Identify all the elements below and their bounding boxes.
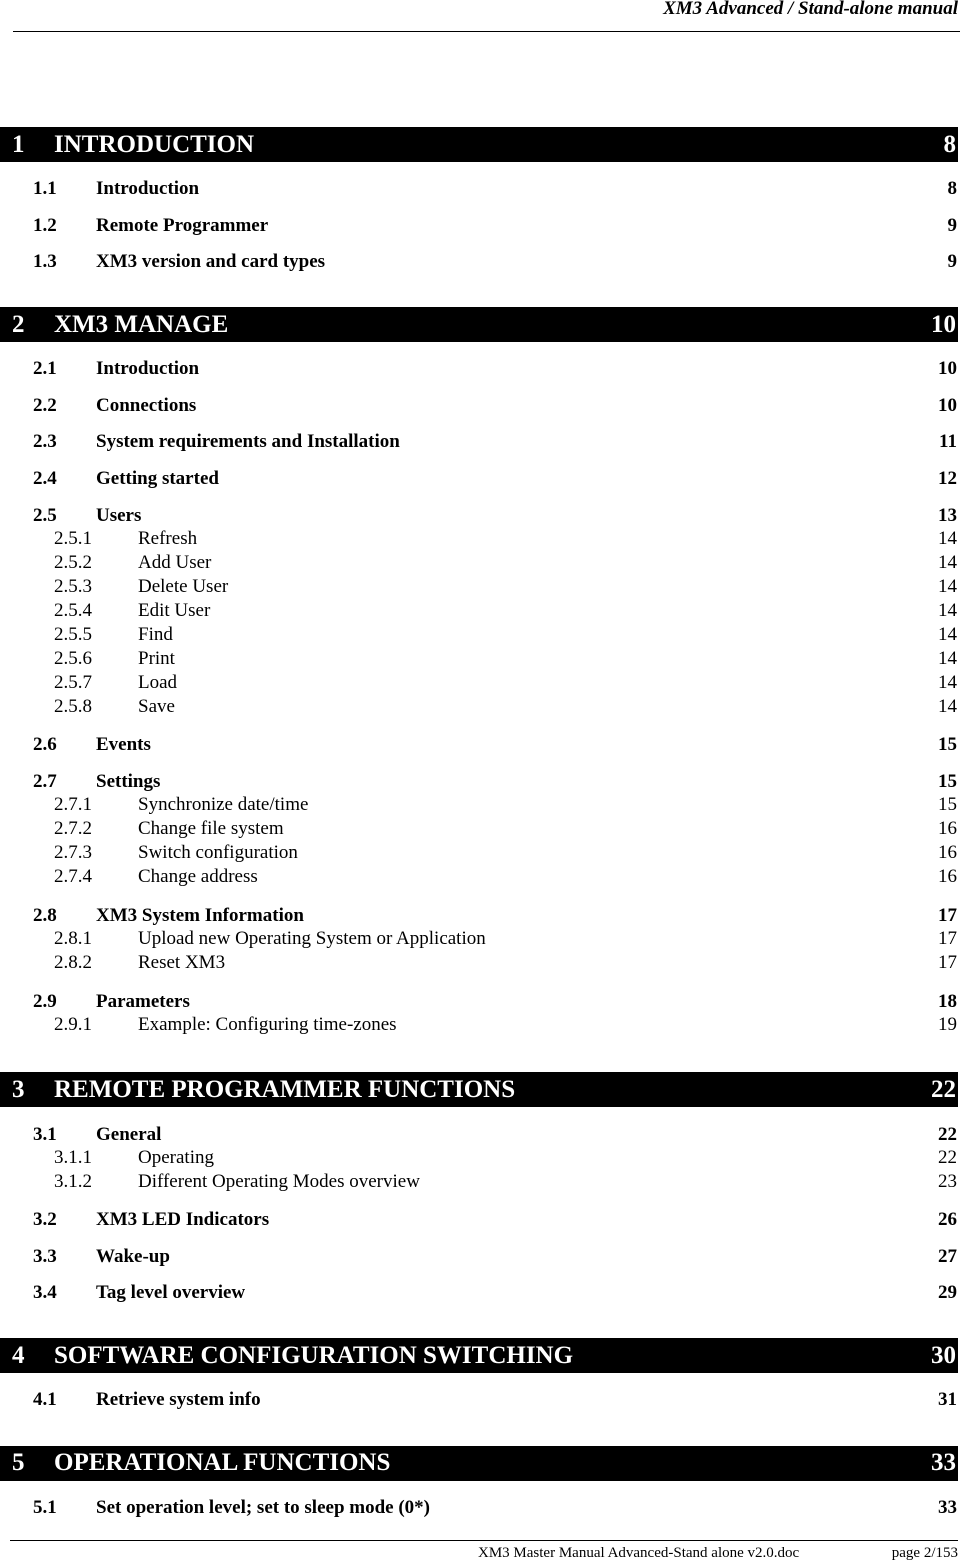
subsection-page: 19 bbox=[938, 1014, 957, 1036]
toc-section-row[interactable] bbox=[0, 1116, 970, 1146]
toc-section-row[interactable] bbox=[0, 171, 970, 207]
subsection-title: Add User bbox=[138, 551, 212, 573]
footer-page-number: page 2/153 bbox=[891, 1545, 958, 1561]
section-title: Parameters bbox=[96, 991, 190, 1013]
subsection-title: Save bbox=[138, 695, 175, 717]
subsection-gap bbox=[0, 889, 970, 897]
table-of-contents bbox=[0, 127, 970, 1526]
page-footer bbox=[0, 1536, 970, 1563]
toc-section-row[interactable] bbox=[0, 1202, 970, 1238]
subsection-gap bbox=[0, 719, 970, 727]
toc-subsection-row[interactable] bbox=[0, 695, 970, 719]
chapter-gap bbox=[0, 1045, 970, 1072]
toc-section-row[interactable] bbox=[0, 460, 970, 496]
section-title: General bbox=[96, 1124, 162, 1146]
footer-rule bbox=[10, 1540, 958, 1541]
toc-chapter-row[interactable] bbox=[0, 1338, 958, 1373]
chapter-number: 4 bbox=[12, 1341, 25, 1369]
chapter-spacer bbox=[0, 162, 970, 171]
section-title: Connections bbox=[96, 394, 197, 416]
subsection-number: 2.7.2 bbox=[54, 818, 92, 840]
subsection-number: 2.5.1 bbox=[54, 527, 92, 549]
chapter-title: SOFTWARE CONFIGURATION SWITCHING bbox=[54, 1341, 574, 1369]
chapter-gap bbox=[0, 280, 970, 307]
section-title: Settings bbox=[96, 771, 161, 793]
chapter-title: OPERATIONAL FUNCTIONS bbox=[54, 1449, 391, 1477]
section-number: 2.7 bbox=[33, 771, 57, 793]
toc-chapter-row[interactable] bbox=[0, 307, 958, 342]
section-page: 17 bbox=[938, 905, 957, 927]
subsection-number: 2.5.2 bbox=[54, 551, 92, 573]
subsection-title: Print bbox=[138, 647, 175, 669]
section-number: 2.1 bbox=[33, 358, 57, 380]
subsection-page: 14 bbox=[938, 647, 957, 669]
subsection-page: 16 bbox=[938, 866, 957, 888]
section-title: Set operation level; set to sleep mode (0*) bbox=[96, 1496, 431, 1518]
subsection-title: Change address bbox=[138, 866, 258, 888]
subsection-title: Delete User bbox=[138, 575, 229, 597]
footer-document-name: XM3 Master Manual Advanced-Stand alone v2.0.doc bbox=[478, 1545, 800, 1561]
subsection-number: 2.8.2 bbox=[54, 952, 92, 974]
section-number: 2.2 bbox=[33, 394, 57, 416]
toc-section-row[interactable] bbox=[0, 897, 970, 927]
toc-subsection-row[interactable] bbox=[0, 951, 970, 975]
chapter-number: 1 bbox=[12, 130, 25, 158]
section-page: 18 bbox=[938, 991, 957, 1013]
section-title: Retrieve system info bbox=[96, 1389, 261, 1411]
section-page: 27 bbox=[938, 1245, 957, 1267]
toc-section-row[interactable] bbox=[0, 763, 970, 793]
toc-subsection-row[interactable] bbox=[0, 927, 970, 951]
toc-section-row[interactable] bbox=[0, 1382, 970, 1418]
subsection-title: Load bbox=[138, 671, 178, 693]
chapter-spacer bbox=[0, 1481, 970, 1490]
toc-section-row[interactable] bbox=[0, 1275, 970, 1311]
subsection-page: 16 bbox=[938, 842, 957, 864]
header-title: XM3 Advanced / Stand-alone manual bbox=[663, 0, 958, 19]
subsection-page: 14 bbox=[938, 671, 957, 693]
section-page: 9 bbox=[947, 214, 957, 236]
section-page: 8 bbox=[947, 178, 957, 200]
toc-subsection-row[interactable] bbox=[0, 551, 970, 575]
section-number: 3.4 bbox=[33, 1282, 57, 1304]
section-number: 3.1 bbox=[33, 1124, 57, 1146]
chapter-number: 2 bbox=[12, 310, 25, 338]
subsection-number: 2.7.1 bbox=[54, 794, 92, 816]
section-title: System requirements and Installation bbox=[96, 431, 400, 453]
subsection-number: 2.5.8 bbox=[54, 695, 92, 717]
section-page: 33 bbox=[938, 1496, 957, 1518]
chapter-spacer bbox=[0, 1373, 970, 1382]
section-page: 22 bbox=[938, 1124, 957, 1146]
subsection-page: 14 bbox=[938, 599, 957, 621]
section-title: Remote Programmer bbox=[96, 214, 269, 236]
chapter-page: 33 bbox=[931, 1449, 956, 1477]
section-number: 3.3 bbox=[33, 1245, 57, 1267]
subsection-page: 14 bbox=[938, 623, 957, 645]
toc-subsection-row[interactable] bbox=[0, 599, 970, 623]
section-number: 4.1 bbox=[33, 1389, 57, 1411]
page-header bbox=[0, 0, 970, 33]
section-page: 11 bbox=[939, 431, 957, 453]
section-title: Tag level overview bbox=[96, 1282, 246, 1304]
chapter-spacer bbox=[0, 342, 970, 351]
toc-chapter-row[interactable] bbox=[0, 127, 958, 162]
chapter-number: 3 bbox=[12, 1075, 25, 1103]
subsection-title: Operating bbox=[138, 1147, 214, 1169]
toc-section-row[interactable] bbox=[0, 424, 970, 460]
header-rule bbox=[13, 31, 960, 32]
section-number: 1.1 bbox=[33, 178, 57, 200]
subsection-number: 3.1.2 bbox=[54, 1171, 92, 1193]
subsection-number: 2.7.3 bbox=[54, 842, 92, 864]
toc-section-row[interactable] bbox=[0, 351, 970, 387]
toc-section-row[interactable] bbox=[0, 727, 970, 763]
toc-section-row[interactable] bbox=[0, 244, 970, 280]
section-title: Wake-up bbox=[96, 1245, 170, 1267]
chapter-gap bbox=[0, 1419, 970, 1446]
chapter-title: XM3 MANAGE bbox=[54, 310, 229, 338]
toc-subsection-row[interactable] bbox=[0, 647, 970, 671]
section-page: 31 bbox=[938, 1389, 957, 1411]
chapter-gap bbox=[0, 1311, 970, 1338]
section-number: 2.8 bbox=[33, 905, 57, 927]
subsection-title: Change file system bbox=[138, 818, 284, 840]
subsection-number: 3.1.1 bbox=[54, 1147, 92, 1169]
subsection-page: 22 bbox=[938, 1147, 957, 1169]
subsection-title: Reset XM3 bbox=[138, 952, 226, 974]
section-page: 10 bbox=[938, 394, 957, 416]
subsection-title: Edit User bbox=[138, 599, 211, 621]
subsection-title: Find bbox=[138, 623, 173, 645]
section-number: 2.5 bbox=[33, 504, 57, 526]
toc-chapter-row[interactable] bbox=[0, 1446, 958, 1481]
subsection-page: 14 bbox=[938, 695, 957, 717]
toc-section-row[interactable] bbox=[0, 1490, 970, 1526]
subsection-page: 14 bbox=[938, 575, 957, 597]
subsection-page: 15 bbox=[938, 794, 957, 816]
chapter-page: 10 bbox=[931, 310, 956, 338]
subsection-number: 2.5.4 bbox=[54, 599, 92, 621]
toc-subsection-row[interactable] bbox=[0, 793, 970, 817]
section-number: 3.2 bbox=[33, 1209, 57, 1231]
subsection-page: 16 bbox=[938, 818, 957, 840]
toc-chapter-row[interactable] bbox=[0, 1072, 958, 1107]
subsection-title: Upload new Operating System or Application bbox=[138, 928, 486, 950]
section-title: Introduction bbox=[96, 178, 200, 200]
subsection-number: 2.5.5 bbox=[54, 623, 92, 645]
section-title: Events bbox=[96, 733, 151, 755]
toc-subsection-row[interactable] bbox=[0, 1170, 970, 1194]
subsection-page: 14 bbox=[938, 527, 957, 549]
toc-section-row[interactable] bbox=[0, 1239, 970, 1275]
toc-subsection-row[interactable] bbox=[0, 865, 970, 889]
section-number: 5.1 bbox=[33, 1496, 57, 1518]
subsection-number: 2.8.1 bbox=[54, 928, 92, 950]
toc-subsection-row[interactable] bbox=[0, 841, 970, 865]
subsection-number: 2.5.7 bbox=[54, 671, 92, 693]
section-number: 2.6 bbox=[33, 733, 57, 755]
chapter-page: 30 bbox=[931, 1341, 956, 1369]
subsection-title: Switch configuration bbox=[138, 842, 298, 864]
chapter-number: 5 bbox=[12, 1449, 25, 1477]
section-number: 2.3 bbox=[33, 431, 57, 453]
chapter-spacer bbox=[0, 1107, 970, 1116]
chapter-title: REMOTE PROGRAMMER FUNCTIONS bbox=[54, 1075, 516, 1103]
section-number: 1.2 bbox=[33, 214, 57, 236]
section-page: 9 bbox=[947, 250, 957, 272]
section-title: XM3 version and card types bbox=[96, 250, 326, 272]
section-page: 15 bbox=[938, 771, 957, 793]
toc-section-row[interactable] bbox=[0, 207, 970, 243]
subsection-title: Refresh bbox=[138, 527, 198, 549]
subsection-number: 2.5.6 bbox=[54, 647, 92, 669]
section-page: 13 bbox=[938, 504, 957, 526]
subsection-page: 23 bbox=[938, 1171, 957, 1193]
section-title: Users bbox=[96, 504, 142, 526]
section-page: 26 bbox=[938, 1209, 957, 1231]
section-page: 12 bbox=[938, 467, 957, 489]
section-title: Getting started bbox=[96, 467, 219, 489]
subsection-number: 2.5.3 bbox=[54, 575, 92, 597]
subsection-page: 17 bbox=[938, 952, 957, 974]
toc-section-row[interactable] bbox=[0, 983, 970, 1013]
toc-subsection-row[interactable] bbox=[0, 817, 970, 841]
toc-section-row[interactable] bbox=[0, 497, 970, 527]
chapter-title: INTRODUCTION bbox=[54, 130, 255, 158]
chapter-page: 22 bbox=[931, 1075, 956, 1103]
section-title: Introduction bbox=[96, 358, 200, 380]
section-title: XM3 System Information bbox=[96, 905, 304, 927]
subsection-number: 2.9.1 bbox=[54, 1014, 92, 1036]
subsection-gap bbox=[0, 975, 970, 983]
subsection-page: 14 bbox=[938, 551, 957, 573]
toc-subsection-row[interactable] bbox=[0, 575, 970, 599]
toc-subsection-row[interactable] bbox=[0, 527, 970, 551]
section-number: 2.9 bbox=[33, 991, 57, 1013]
toc-subsection-row[interactable] bbox=[0, 671, 970, 695]
subsection-gap bbox=[0, 1037, 970, 1045]
toc-section-row[interactable] bbox=[0, 388, 970, 424]
chapter-page: 8 bbox=[943, 130, 956, 158]
subsection-title: Synchronize date/time bbox=[138, 794, 309, 816]
section-number: 2.4 bbox=[33, 467, 57, 489]
subsection-title: Example: Configuring time-zones bbox=[138, 1014, 397, 1036]
subsection-title: Different Operating Modes overview bbox=[138, 1171, 420, 1193]
toc-subsection-row[interactable] bbox=[0, 1013, 970, 1037]
subsection-number: 2.7.4 bbox=[54, 866, 92, 888]
section-number: 1.3 bbox=[33, 250, 57, 272]
toc-subsection-row[interactable] bbox=[0, 1146, 970, 1170]
section-page: 15 bbox=[938, 733, 957, 755]
toc-subsection-row[interactable] bbox=[0, 623, 970, 647]
subsection-page: 17 bbox=[938, 928, 957, 950]
subsection-gap bbox=[0, 1194, 970, 1202]
section-page: 10 bbox=[938, 358, 957, 380]
section-page: 29 bbox=[938, 1282, 957, 1304]
section-title: XM3 LED Indicators bbox=[96, 1209, 270, 1231]
